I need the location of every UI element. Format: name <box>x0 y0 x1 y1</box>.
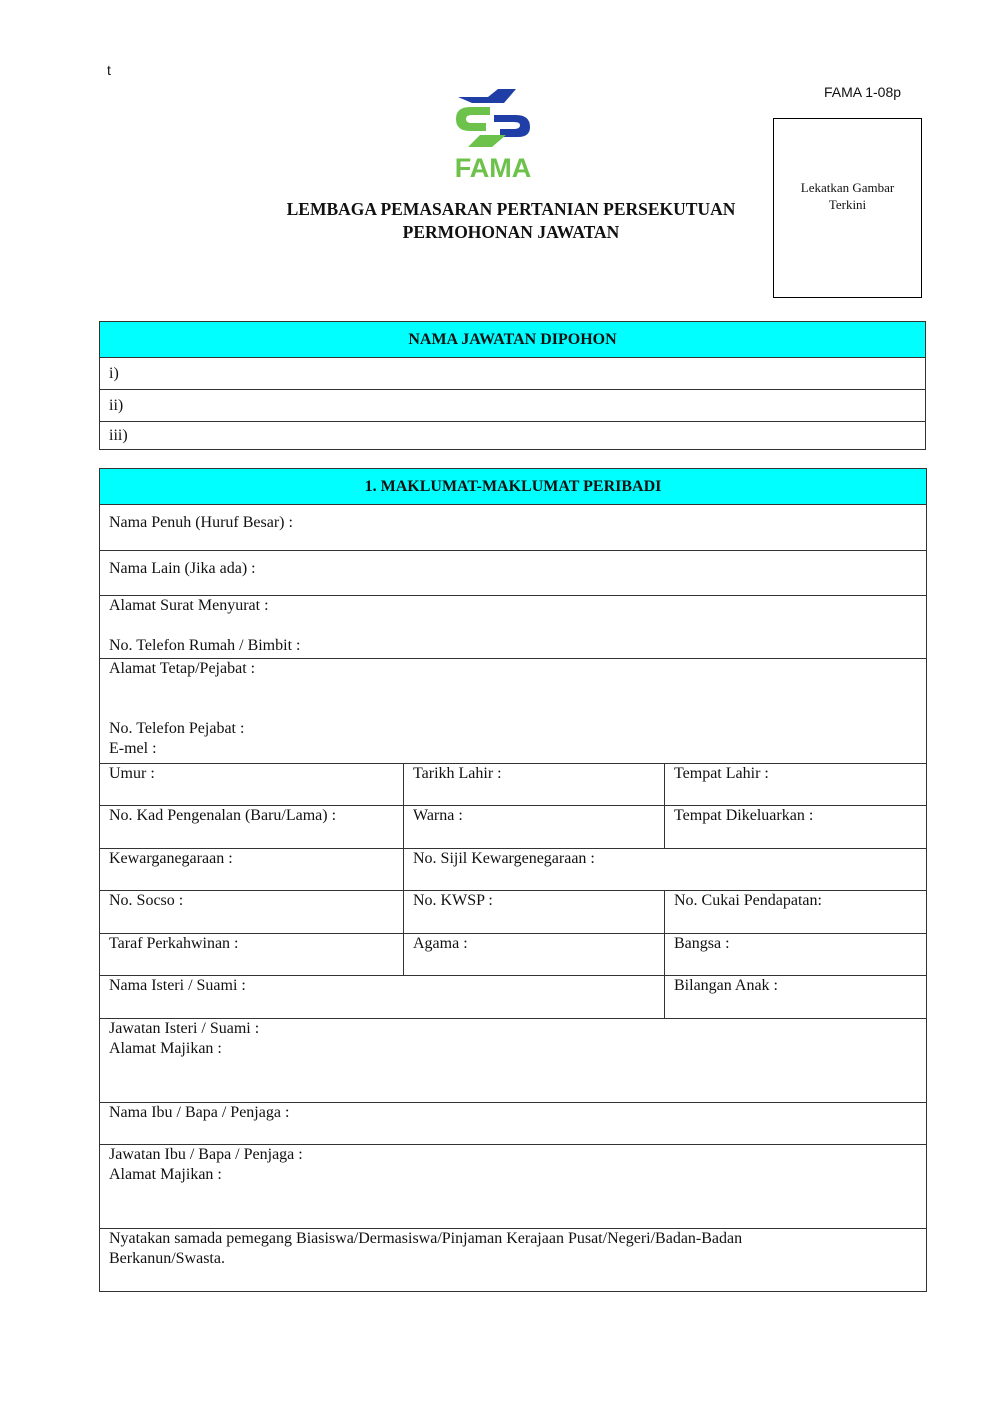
kwsp-label: No. KWSP : <box>413 892 493 909</box>
citizenship-cert-label: No. Sijil Kewargenegaraan : <box>413 850 595 867</box>
stray-mark: t <box>107 62 111 78</box>
religion-field[interactable] <box>404 934 665 976</box>
parent-employer-label: Alamat Majikan : <box>109 1166 222 1183</box>
ic-color-field[interactable] <box>404 806 665 849</box>
spouse-name-label: Nama Isteri / Suami : <box>109 977 246 994</box>
form-title: PERMOHONAN JAWATAN <box>402 222 620 242</box>
birthplace-field[interactable] <box>665 764 927 806</box>
full-name-label: Nama Penuh (Huruf Besar) : <box>109 514 293 531</box>
age-field[interactable] <box>100 764 404 806</box>
socso-field[interactable] <box>100 891 404 934</box>
dob-field[interactable] <box>404 764 665 806</box>
email-label: E-mel : <box>109 740 157 757</box>
citizenship-label: Kewarganegaraan : <box>109 850 233 867</box>
socso-label: No. Socso : <box>109 892 184 909</box>
photo-box-line2: Terkini <box>828 197 867 212</box>
office-phone-label: No. Telefon Pejabat : <box>109 720 245 737</box>
position-row-3[interactable]: iii) <box>100 422 926 450</box>
positions-header: NAMA JAWATAN DIPOHON <box>100 322 926 358</box>
age-label: Umur : <box>109 765 155 782</box>
dob-label: Tarikh Lahir : <box>413 765 502 782</box>
scholarship-label-line1: Nyatakan samada pemegang Biasiswa/Dermasiswa/Pinjaman Kerajaan Pusat/Negeri/Badan-Badan <box>109 1230 743 1247</box>
citizenship-cert-field[interactable] <box>404 849 927 891</box>
spouse-job-label: Jawatan Isteri / Suami : <box>109 1020 260 1037</box>
parent-name-label: Nama Ibu / Bapa / Penjaga : <box>109 1104 290 1121</box>
citizenship-field[interactable] <box>100 849 404 891</box>
marital-field[interactable] <box>100 934 404 976</box>
birthplace-label: Tempat Lahir : <box>674 765 769 782</box>
home-phone-label: No. Telefon Rumah / Bimbit : <box>109 637 301 654</box>
logo-green-shape <box>456 107 506 147</box>
scholarship-label-line2: Berkanun/Swasta. <box>109 1250 225 1267</box>
photo-box-line1: Lekatkan Gambar <box>800 180 895 195</box>
positions-table <box>99 321 926 450</box>
marital-label: Taraf Perkahwinan : <box>109 935 239 952</box>
issued-place-label: Tempat Dikeluarkan : <box>674 807 814 824</box>
spouse-job-field[interactable] <box>100 1019 927 1103</box>
mailing-address-field[interactable] <box>100 596 927 659</box>
parent-job-field[interactable] <box>100 1145 927 1229</box>
kwsp-field[interactable] <box>404 891 665 934</box>
agency-title: LEMBAGA PEMASARAN PERTANIAN PERSEKUTUAN <box>286 199 736 219</box>
personal-header: 1. MAKLUMAT-MAKLUMAT PERIBADI <box>100 469 927 505</box>
position-row-1[interactable]: i) <box>100 358 926 390</box>
form-code: FAMA 1-08p <box>824 84 902 100</box>
photo-box <box>773 118 922 298</box>
race-label: Bangsa : <box>674 935 730 952</box>
full-name-field[interactable] <box>100 505 927 551</box>
permanent-address-field[interactable] <box>100 659 927 764</box>
parent-job-label: Jawatan Ibu / Bapa / Penjaga : <box>109 1146 303 1163</box>
religion-label: Agama : <box>413 935 468 952</box>
mailing-address-label: Alamat Surat Menyurat : <box>109 597 269 614</box>
parent-name-field[interactable] <box>100 1103 927 1145</box>
other-name-label: Nama Lain (Jika ada) : <box>109 560 256 577</box>
permanent-address-label: Alamat Tetap/Pejabat : <box>109 660 256 677</box>
scholarship-field[interactable] <box>100 1229 927 1292</box>
spouse-name-field[interactable] <box>100 976 665 1019</box>
ic-label: No. Kad Pengenalan (Baru/Lama) : <box>109 807 337 824</box>
children-label: Bilangan Anak : <box>674 977 778 994</box>
tax-field[interactable] <box>665 891 927 934</box>
other-name-field[interactable] <box>100 551 927 596</box>
spouse-employer-label: Alamat Majikan : <box>109 1040 222 1057</box>
issued-place-field[interactable] <box>665 806 927 849</box>
fama-logo <box>450 85 536 181</box>
tax-label: No. Cukai Pendapatan: <box>674 892 822 909</box>
children-field[interactable] <box>665 976 927 1019</box>
ic-color-label: Warna : <box>413 807 463 824</box>
ic-field[interactable] <box>100 806 404 849</box>
personal-details-table <box>99 468 927 1292</box>
position-row-2[interactable]: ii) <box>100 390 926 422</box>
race-field[interactable] <box>665 934 927 976</box>
logo-text: FAMA <box>454 153 532 181</box>
